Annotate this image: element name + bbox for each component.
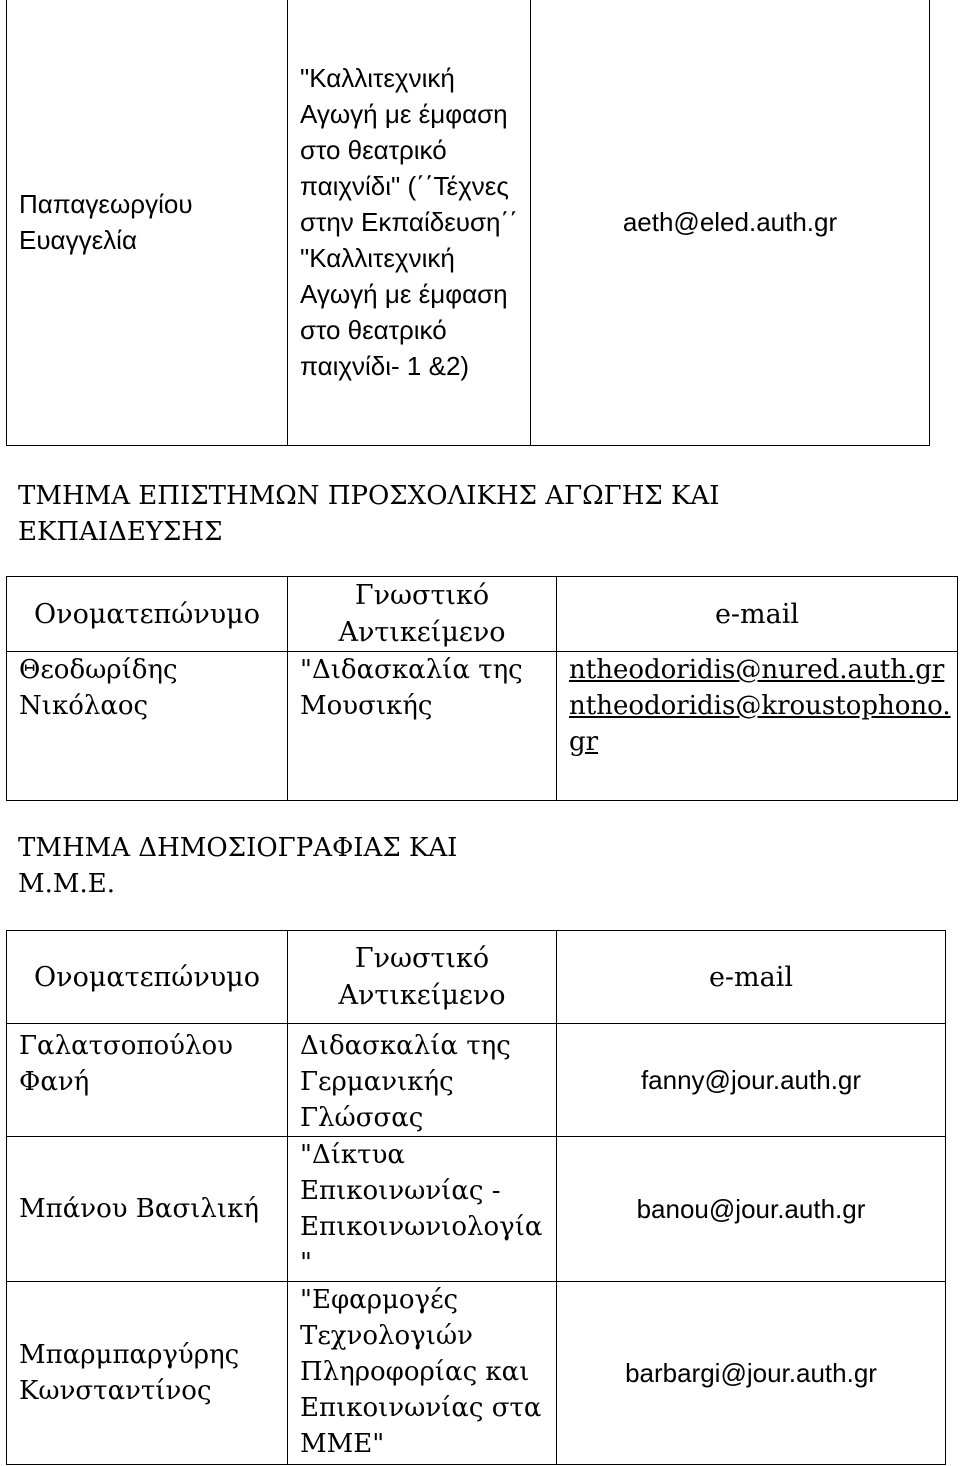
staff-table-continued xyxy=(6,0,930,446)
email-link[interactable]: ntheodoridis@kroustophono.gr xyxy=(569,691,951,757)
section-title: ΤΜΗΜΑ ΕΠΙΣΤΗΜΩΝ ΠΡΟΣΧΟΛΙΚΗΣ ΑΓΩΓΗΣ ΚΑΙ ΕΚΠΑΙΔΕΥΣΗΣ xyxy=(18,481,720,547)
header-subject: Γνωστικό Αντικείμενο xyxy=(288,577,557,652)
name-cell: Θεοδωρίδης Νικόλαος xyxy=(7,652,288,801)
section-title: ΤΜΗΜΑ ΔΗΜΟΣΙΟΓΡΑΦΙΑΣ ΚΑΙ Μ.Μ.Ε. xyxy=(18,833,458,899)
table-row xyxy=(7,1137,946,1282)
subject-cell: "Καλλιτεχνική Αγωγή με έμφαση στο θεατρικό παιχνίδι" (΄΄Τέχνες στην Εκπαίδευση΄΄ "Καλλιτεχνική Αγωγή με έμφαση στο θεατρικό παιχνίδι- 1 &2) xyxy=(288,0,531,446)
header-email: e-mail xyxy=(557,931,946,1024)
header-name: Ονοματεπώνυμο xyxy=(7,577,288,652)
subject-cell: "Εφαρμογές Τεχνολογιών Πληροφορίας και Επικοινωνίας στα ΜΜΕ" xyxy=(288,1282,557,1465)
email-link[interactable]: ntheodoridis@nured.auth.gr xyxy=(569,655,945,685)
subject-cell: "Δίκτυα Επικοινωνίας - Επικοινωνιολογία " xyxy=(288,1137,557,1282)
name-cell: Γαλατσοπούλου Φανή xyxy=(7,1024,288,1137)
header-subject: Γνωστικό Αντικείμενο xyxy=(288,931,557,1024)
staff-table-journalism xyxy=(6,930,946,1465)
table-row xyxy=(7,652,958,801)
subject-cell: Διδασκαλία της Γερμανικής Γλώσσας xyxy=(288,1024,557,1137)
table-row xyxy=(7,1024,946,1137)
name-cell: Παπαγεωργίου Ευαγγελία xyxy=(7,0,288,446)
email-cell: fanny@jour.auth.gr xyxy=(557,1024,946,1137)
staff-table-preschool xyxy=(6,576,958,801)
table-row xyxy=(7,0,930,446)
table-row xyxy=(7,1282,946,1465)
header-email: e-mail xyxy=(557,577,958,652)
subject-cell: "Διδασκαλία της Μουσικής xyxy=(288,652,557,801)
email-cell: banou@jour.auth.gr xyxy=(557,1137,946,1282)
header-name: Ονοματεπώνυμο xyxy=(7,931,288,1024)
email-cell xyxy=(557,652,958,801)
table-header-row xyxy=(7,931,946,1024)
name-cell: Μπαρμπαργύρης Κωνσταντίνος xyxy=(7,1282,288,1465)
name-cell: Μπάνου Βασιλική xyxy=(7,1137,288,1282)
table-header-row xyxy=(7,577,958,652)
email-cell: barbargi@jour.auth.gr xyxy=(557,1282,946,1465)
email-cell: aeth@eled.auth.gr xyxy=(531,0,930,446)
